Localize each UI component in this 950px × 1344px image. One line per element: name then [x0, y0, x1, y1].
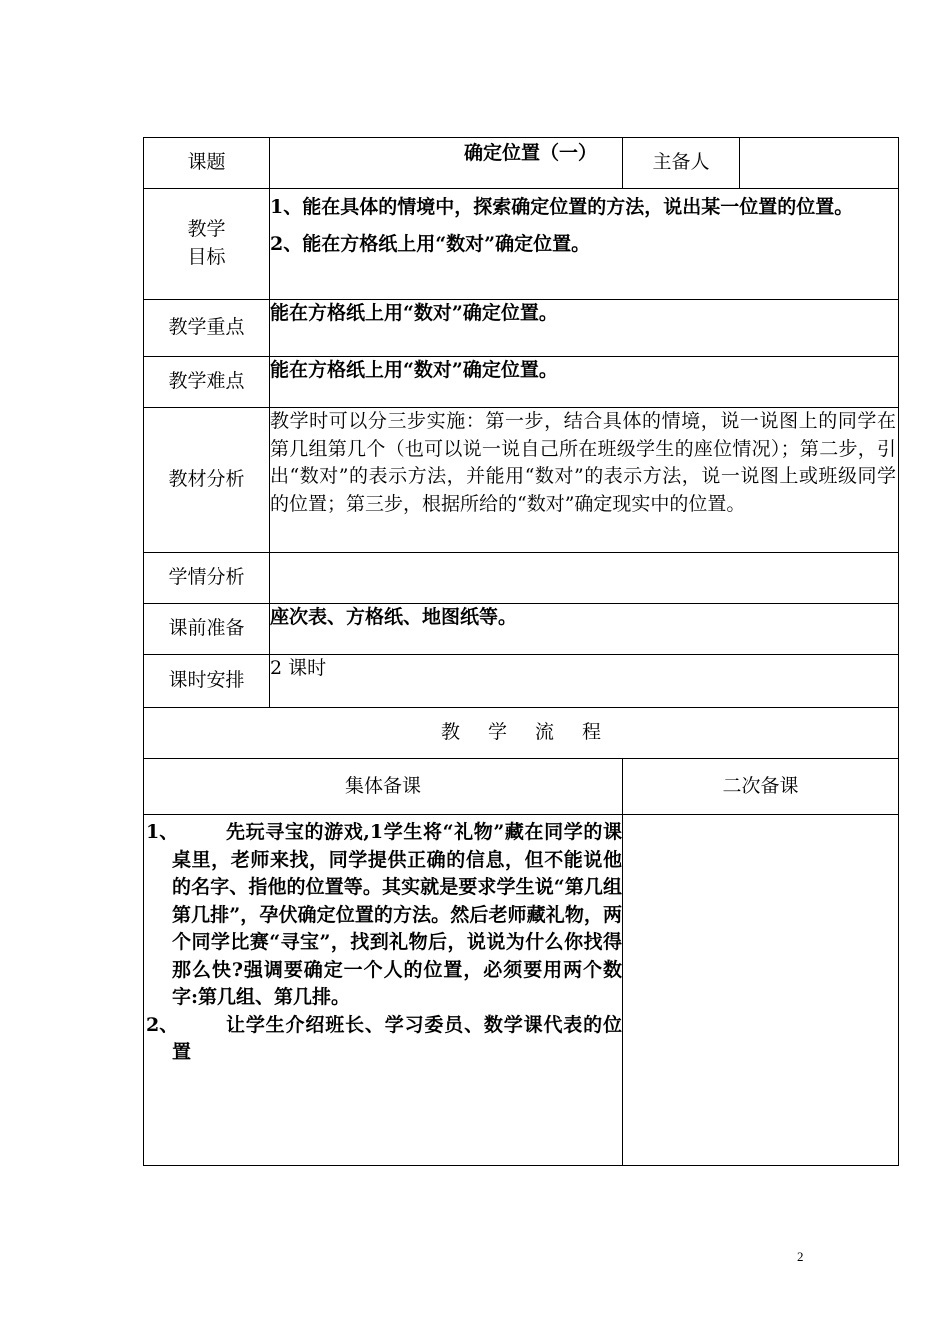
collective-content [144, 815, 623, 1166]
lesson-plan-table [143, 137, 899, 1166]
topic-value: 确定位置（一） [270, 138, 623, 189]
lesson-item-text: 让学生介绍班长、学习委员、数学课代表的位置 [172, 1013, 622, 1064]
material-label: 教材分析 [144, 408, 270, 553]
prep-value: 座次表、方格纸、地图纸等。 [270, 604, 899, 655]
row-prep [144, 604, 899, 655]
student-label: 学情分析 [144, 553, 270, 604]
goals-label-line1: 教学 [187, 218, 226, 241]
lesson-item-number: 1、 [146, 821, 179, 843]
goals-label-line2: 目标 [187, 246, 226, 268]
material-value: 教学时可以分三步实施：第一步，结合具体的情境，说一说图上的同学在第几组第几个（也可以说一说自己所在班级学生的座位情况）；第二步，引出“数对”的表示方法，并能用“数对”的表示方法，说一说图上或班级同学的位置；第三步，根据所给的“数对”确定现实中的位置。 [270, 408, 899, 553]
lesson-item-1 [144, 819, 622, 1012]
student-value [270, 553, 899, 604]
row-flow-title [144, 708, 899, 759]
goals-content [270, 189, 899, 300]
collective-header: 集体备课 [144, 759, 623, 815]
flow-title [144, 708, 899, 759]
prep-label: 课前准备 [144, 604, 270, 655]
schedule-value: 2 课时 [270, 655, 899, 708]
goals-label [144, 189, 270, 300]
difficulties-value: 能在方格纸上用“数对”确定位置。 [270, 357, 899, 408]
lesson-item-number: 2、 [146, 1013, 179, 1036]
second-prep-header: 二次备课 [623, 759, 899, 815]
flow-char: 教 [440, 721, 460, 744]
row-schedule [144, 655, 899, 708]
lesson-item-2 [144, 1012, 622, 1067]
row-goals [144, 189, 899, 300]
key-points-label: 教学重点 [144, 300, 270, 357]
schedule-label: 课时安排 [144, 655, 270, 708]
row-topic [144, 138, 899, 189]
goal-item-2: 2、能在方格纸上用“数对”确定位置。 [270, 233, 591, 255]
row-key-points [144, 300, 899, 357]
row-material [144, 408, 899, 553]
second-prep-content [623, 815, 899, 1166]
row-lesson-body [144, 815, 899, 1166]
row-difficulties [144, 357, 899, 408]
owner-value [740, 138, 899, 189]
key-points-value: 能在方格纸上用“数对”确定位置。 [270, 300, 899, 357]
difficulties-label: 教学难点 [144, 357, 270, 408]
flow-char: 学 [487, 721, 507, 744]
page-number: 2 [797, 1249, 804, 1264]
topic-label: 课题 [144, 138, 270, 189]
row-flow-headers [144, 759, 899, 815]
row-student [144, 553, 899, 604]
lesson-item-text: 先玩寻宝的游戏,1学生将“礼物”藏在同学的课桌里，老师来找，同学提供正确的信息，但不能说他的名字、指他的位置等。其实就是要求学生说“第几组第几排”，孕伏确定位置的方法。然后老师藏礼物，两个同学比赛“寻宝”，找到礼物后，说说为什么你找得那么快?强调要确定一个人的位置，必须要用两个数字:第几组、第几排。 [172, 821, 622, 1009]
goal-item-1: 1、能在具体的情境中，探索确定位置的方法，说出某一位置的位置。 [270, 196, 854, 218]
flow-char: 流 [535, 721, 555, 744]
flow-char: 程 [582, 721, 602, 744]
owner-label: 主备人 [623, 138, 740, 189]
